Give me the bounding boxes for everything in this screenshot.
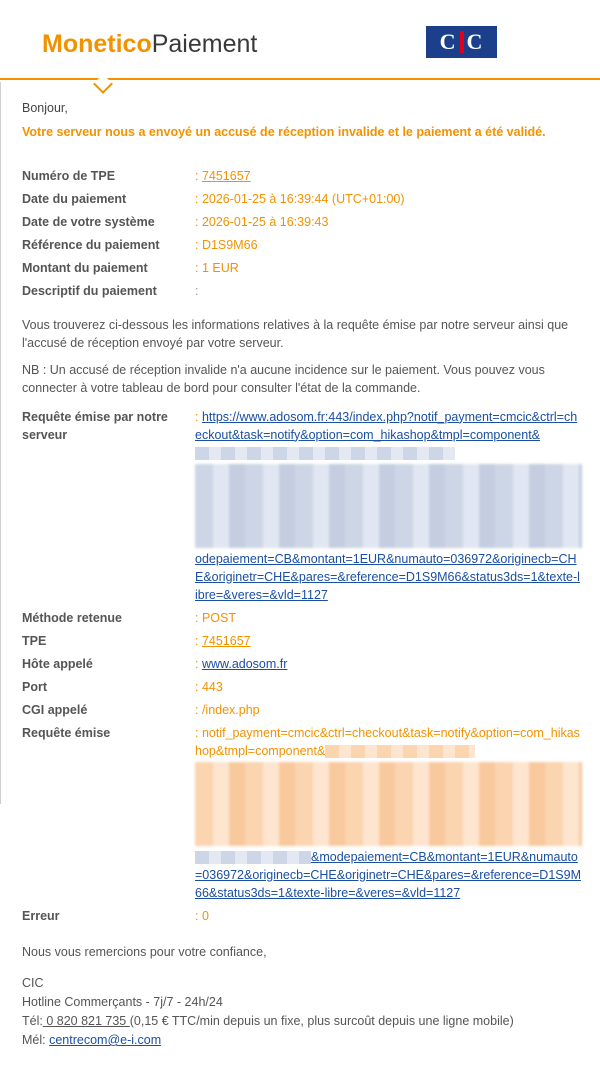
payment-summary	[22, 164, 582, 302]
summary-row-amount: Montant du paiement : 1 EUR	[22, 260, 239, 275]
cic-logo	[426, 26, 497, 58]
mail-link[interactable]: centrecom@e-i.com	[49, 1033, 162, 1047]
port-row: Port : 443	[22, 679, 223, 694]
summary-label: Numéro de TPE	[22, 168, 116, 183]
summary-value: 2026-01-25 à 16:39:44 (UTC+01:00)	[201, 191, 405, 206]
logo-part-monetico: Monetico	[42, 30, 152, 58]
summary-label: Date de votre système	[22, 214, 155, 229]
summary-row-description: Descriptif du paiement :	[22, 283, 199, 298]
nb-paragraph: NB : Un accusé de réception invalide n'a aucune incidence sur le paiement. Vous pouvez vous connecter à votre tableau de bord pour consulter l'état de la commande.	[22, 363, 545, 395]
summary-row-reference: Référence du paiement : D1S9M66	[22, 237, 258, 252]
cic-letter-c1: C	[439, 29, 457, 54]
summary-label: Référence du paiement	[22, 237, 160, 252]
tpe-detail-link[interactable]: 7451657	[201, 633, 251, 648]
phone-link[interactable]: 0 820 821 735	[42, 1014, 130, 1028]
company-name: CIC	[22, 976, 44, 990]
redacted-segment	[195, 447, 455, 460]
phone-line: Tél: 0 820 821 735 (0,15 € TTC/min depuis un fixe, plus surcoût depuis une ligne mobile)	[22, 1014, 514, 1028]
email-body	[22, 98, 582, 1050]
left-border	[0, 82, 1, 804]
tpe-row: TPE : 7451657	[22, 633, 251, 648]
redacted-segment	[325, 745, 475, 758]
footer	[22, 943, 582, 1050]
tpe-link[interactable]: 7451657	[201, 168, 251, 183]
summary-value: D1S9M66	[201, 237, 258, 252]
summary-label: Date du paiement	[22, 191, 127, 206]
mail-line: Mél: centrecom@e-i.com	[22, 1033, 162, 1047]
host-link[interactable]: www.adosom.fr	[201, 656, 288, 671]
redacted-segment	[195, 851, 311, 864]
request-url-link[interactable]: https://www.adosom.fr:443/index.php?notif_payment=cmcic&ctrl=checkout&task=notify&option=com_hikashop&tmpl=component& odepaiement=CB&montant=1EUR&numauto=036972&originecb=CHE&originetr=CHE&pares=&reference=D1S9M66&status3ds=1&texte-libre=&veres=&vld=1127	[195, 410, 582, 602]
redacted-block	[195, 762, 582, 846]
host-row: Hôte appelé : www.adosom.fr	[22, 656, 288, 671]
thanks-line: Nous vous remercions pour votre confiance,	[22, 945, 267, 959]
cic-letter-c2: C	[466, 29, 484, 54]
hotline-line: Hotline Commerçants - 7j/7 - 24h/24	[22, 995, 223, 1009]
method-row: Méthode retenue : POST	[22, 610, 236, 625]
summary-label: Montant du paiement	[22, 260, 148, 275]
monetico-logo	[42, 28, 257, 60]
sent-request-row: Requête émise : notif_payment=cmcic&ctrl=checkout&task=notify&option=com_hikashop&tmpl=component& &modepaiement=CB&montant=1EUR&numauto=036972&originecb=CHE&originetr=CHE&pares=&reference=D1S9M66&status3ds=1&texte-libre=&veres=&vld=1127	[22, 725, 581, 900]
header-arrow-icon	[93, 74, 113, 94]
request-label: Requête émise par notre serveur	[22, 409, 168, 442]
summary-row-date: Date du paiement : 2026-01-25 à 16:39:44 (UTC+01:00)	[22, 191, 405, 206]
cgi-row: CGI appelé : /index.php	[22, 702, 260, 717]
redacted-block	[195, 464, 582, 548]
info-paragraph: Vous trouverez ci-dessous les informations relatives à la requête émise par notre serveur ainsi que l'accusé de réception envoyé par votre serveur.	[22, 318, 569, 350]
summary-value: 2026-01-25 à 16:39:43	[201, 214, 329, 229]
summary-value: 1 EUR	[201, 260, 239, 275]
request-row: Requête émise par notre serveur : https://www.adosom.fr:443/index.php?notif_payment=cmcic&ctrl=checkout&task=notify&option=com_hikashop&tmpl=component& odepaiement=CB&montant=1EUR&numauto=036972&originecb=CHE&originetr=CHE&pares=&reference=D1S9M66&status3ds=1&texte-libre=&veres=&vld=1127	[22, 405, 582, 606]
alert-message: Votre serveur nous a envoyé un accusé de réception invalide et le paiement a été validé.	[22, 125, 546, 139]
greeting: Bonjour,	[22, 101, 68, 115]
cic-red-bar	[460, 31, 464, 53]
email-header	[0, 0, 600, 80]
sent-request-link[interactable]: &modepaiement=CB&montant=1EUR&numauto=036972&originecb=CHE&originetr=CHE&pares=&reference=D1S9M66&status3ds=1&texte-libre=&veres=&vld=1127	[195, 849, 581, 900]
logo-part-paiement: Paiement	[151, 30, 258, 58]
summary-row-tpe: Numéro de TPE : 7451657	[22, 168, 251, 183]
error-row: Erreur : 0	[22, 908, 209, 923]
summary-label: Descriptif du paiement	[22, 283, 157, 298]
summary-row-system-date: Date de votre système : 2026-01-25 à 16:39:43	[22, 214, 329, 229]
